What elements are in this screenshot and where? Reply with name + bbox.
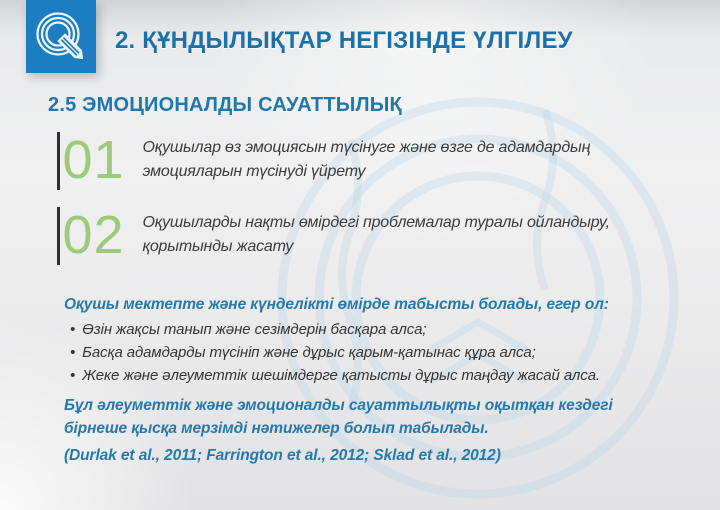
conclusion-line-2: бірнеше қысқа мерзімді нәтижелер болып табылады. <box>64 420 489 437</box>
numbered-item-2 <box>57 207 610 265</box>
q-spiral-icon <box>26 0 96 73</box>
item-1-text <box>143 132 591 190</box>
bullet-item <box>70 341 600 364</box>
conclusion-block <box>64 394 613 467</box>
bullet-marker: • <box>70 367 76 384</box>
bullet-marker: • <box>70 321 76 338</box>
section-subtitle: 2.5 ЭМОЦИОНАЛДЫ САУАТТЫЛЫҚ <box>48 94 402 116</box>
item-1-number: 01 <box>62 130 125 190</box>
bullet-item <box>70 364 600 387</box>
item-1-divider-bar <box>57 132 60 190</box>
item-2-number: 02 <box>62 205 125 265</box>
citation: (Durlak et al., 2011; Farrington et al., 2012; Sklad et al., 2012) <box>64 447 501 464</box>
bullet-marker: • <box>70 344 76 361</box>
conclusion-line-1: Бұл әлеуметтік және эмоционалды сауаттылықты оқытқан кездегі <box>64 397 613 414</box>
bullet-text: Өзін жақсы танып және сезімдерін басқара алса; <box>82 321 427 338</box>
item-2-divider-bar <box>57 207 60 265</box>
item-1-text-line-1: Оқушылар өз эмоциясын түсінуге және өзге де адамдардың <box>142 139 591 156</box>
item-1-text-line-2: эмоцияларын түсінуді үйрету <box>142 163 366 180</box>
success-heading: Оқушы мектепте және күнделікті өмірде табысты болады, егер ол: <box>64 296 609 313</box>
bullet-text: Басқа адамдарды түсініп және дұрыс қарым-қатынас құра алса; <box>82 344 536 361</box>
item-2-text-line-1: Оқушыларды нақты өмірдегі проблемалар туралы ойландыру, <box>142 214 610 231</box>
bullet-text: Жеке және әлеуметтік шешімдерге қатысты дұрыс таңдау жасай алса. <box>82 367 601 384</box>
slide-title: 2. ҚҰНДЫЛЫҚТАР НЕГІЗІНДЕ ҮЛГІЛЕУ <box>115 27 573 54</box>
q-logo <box>26 0 96 73</box>
numbered-item-1 <box>57 132 590 190</box>
bullet-item <box>70 318 600 341</box>
item-2-text <box>143 207 610 265</box>
item-2-text-line-2: қорытынды жасату <box>142 238 294 255</box>
bullet-list <box>70 318 600 387</box>
